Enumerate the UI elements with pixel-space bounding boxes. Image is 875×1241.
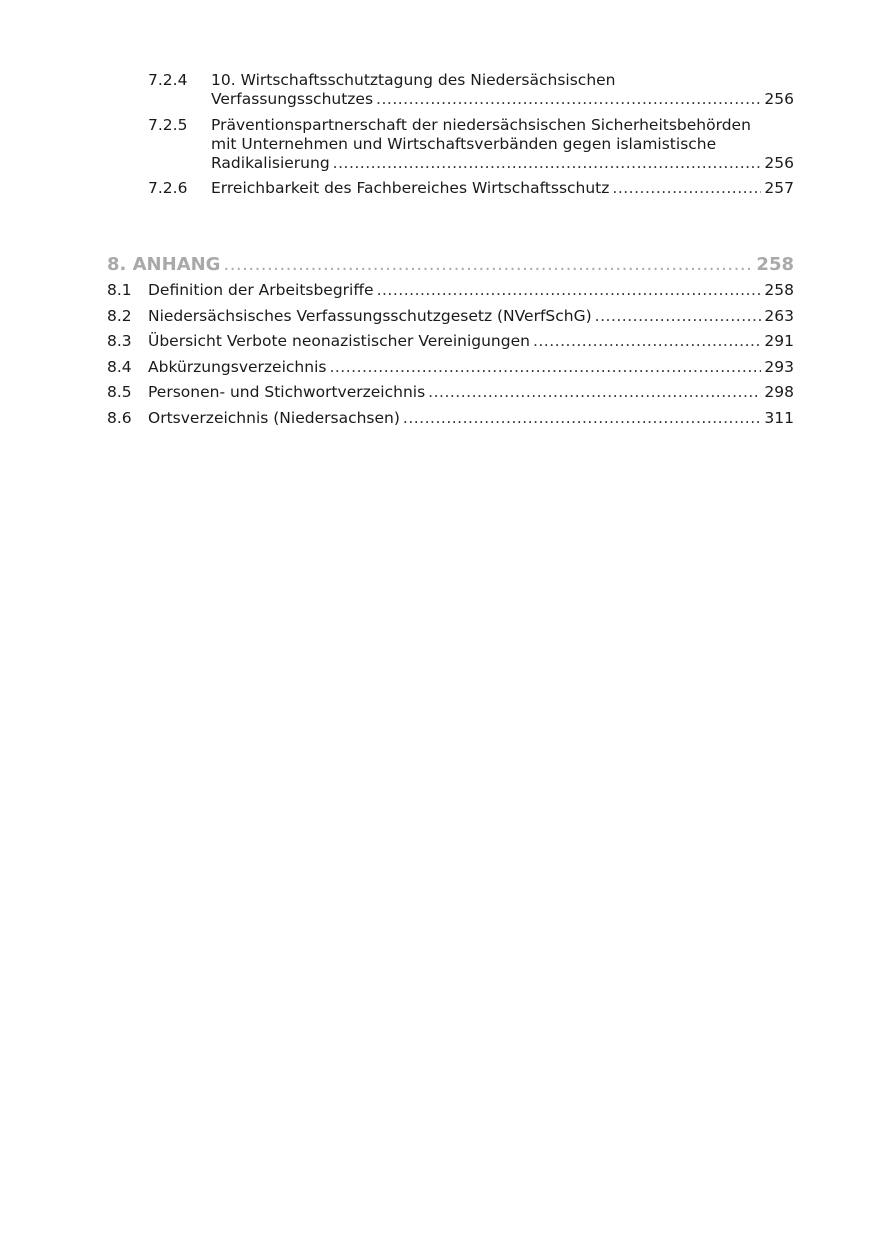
page-number: 256 [764, 90, 794, 108]
dot-leader [333, 154, 762, 173]
entry-title: Ortsverzeichnis (Niedersachsen) [148, 409, 400, 427]
entry-title: Personen- und Stichwortverzeichnis [148, 383, 426, 401]
dot-leader [595, 307, 762, 326]
entry-number: 8.1 [107, 281, 132, 299]
entry-title: Niedersächsisches Verfassungsschutzgesetz (NVerfSchG) [148, 307, 592, 325]
dot-leader [377, 281, 762, 300]
entry-title-line: Verfassungsschutzes [211, 90, 374, 108]
entry-title-line: Erreichbarkeit des Fachbereiches Wirtschaftsschutz [211, 179, 610, 197]
page-number: 256 [764, 154, 794, 172]
page-number: 298 [764, 383, 794, 401]
page-number: 291 [764, 332, 794, 350]
dot-leader [533, 332, 761, 351]
entry-number: 8.4 [107, 358, 132, 376]
page-number: 311 [764, 409, 794, 427]
dot-leader [223, 254, 753, 276]
entry-number: 8.2 [107, 307, 132, 325]
entry-number: 8.3 [107, 332, 132, 350]
dot-leader [329, 358, 761, 377]
dot-leader [376, 90, 761, 109]
page-number: 258 [764, 281, 794, 299]
entry-number: 7.2.5 [148, 116, 188, 134]
entry-number: 8.5 [107, 383, 132, 401]
entry-number: 7.2.6 [148, 179, 188, 197]
toc-chapter-8[interactable] [107, 254, 794, 276]
dot-leader [612, 179, 761, 198]
entry-title: Übersicht Verbote neonazistischer Vereinigungen [148, 332, 530, 350]
entry-title-line: Präventionspartnerschaft der niedersächsischen Sicherheitsbehörden [211, 116, 751, 134]
page-number: 263 [764, 307, 794, 325]
dot-leader [403, 409, 762, 428]
page-number: 257 [764, 179, 794, 197]
entry-number: 7.2.4 [148, 71, 188, 89]
entry-title-line: Radikalisierung [211, 154, 330, 172]
chapter-title: 8. ANHANG [107, 254, 221, 275]
entry-number: 8.6 [107, 409, 132, 427]
entry-title-line: mit Unternehmen und Wirtschaftsverbänden gegen islamistische [211, 135, 717, 153]
page-number: 293 [764, 358, 794, 376]
chapter-page-number: 258 [756, 254, 794, 275]
entry-title: Abkürzungsverzeichnis [148, 358, 327, 376]
dot-leader [428, 383, 761, 402]
entry-title: Definition der Arbeitsbegriffe [148, 281, 374, 299]
entry-title-line: 10. Wirtschaftsschutztagung des Niedersächsischen [211, 71, 616, 89]
